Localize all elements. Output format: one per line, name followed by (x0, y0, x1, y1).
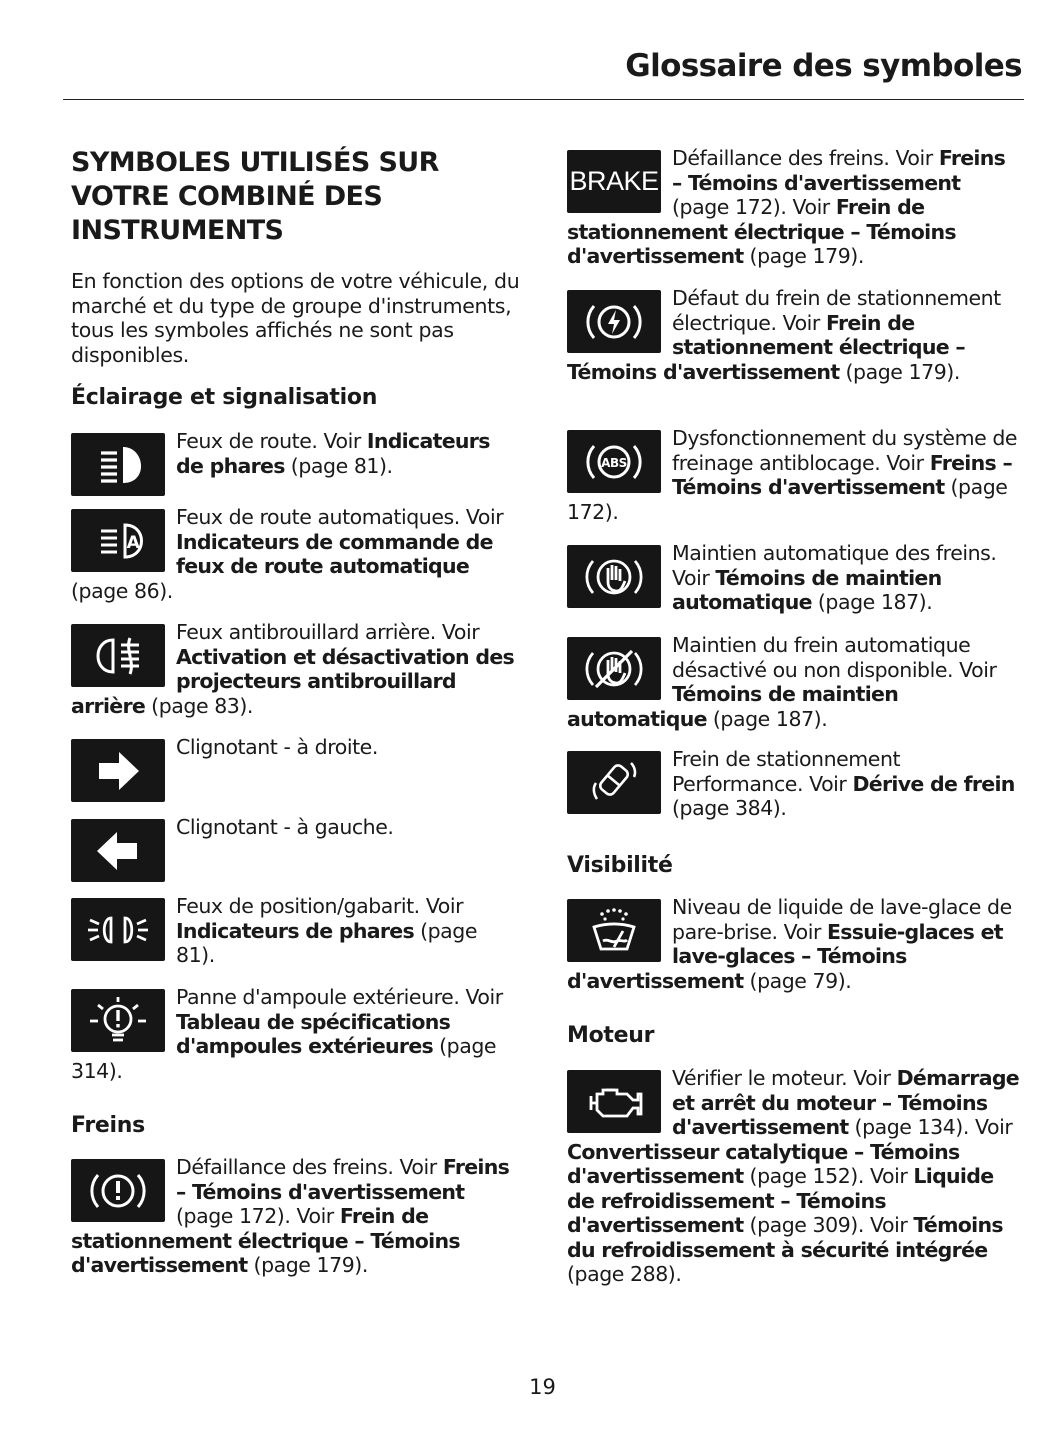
entry-page: (page 179). (839, 359, 960, 384)
symbol-entry (71, 505, 521, 603)
entry-text: Dysfonctionnement du système de freinage antiblocage. Voir (672, 426, 1018, 475)
symbol-entry (567, 541, 1019, 615)
entry-link[interactable]: Témoins de maintien automatique (672, 565, 942, 614)
subheading-visibility: Visibilité (567, 853, 673, 878)
entry-link[interactable]: Freins – Témoins d'avertissement (672, 450, 1013, 499)
brake-warning-icon (71, 1159, 165, 1222)
entry-page: (page 79). (743, 968, 852, 993)
entry-link[interactable]: Indicateurs de commande de feux de route automatique (176, 529, 493, 578)
entry-text: Clignotant - à gauche. (176, 815, 394, 839)
entry-link[interactable]: Essuie-glaces et lave-glaces – Témoins d'avertissement (567, 919, 1003, 993)
entry-text: Défaillance des freins. Voir (176, 1155, 443, 1179)
entry-text: Défaillance des freins. Voir (672, 146, 939, 170)
entry-text: Feux de position/gabarit. Voir (176, 894, 464, 918)
symbol-entry (567, 633, 1019, 731)
high-beam-icon (71, 433, 165, 496)
symbol-entry (71, 620, 521, 718)
abs-icon (567, 430, 661, 493)
entry-link[interactable]: Frein de stationnement électrique – Témoins d'avertissement (71, 1204, 460, 1277)
position-lamps-icon (71, 898, 165, 961)
entry-page: (page 83). (145, 693, 253, 718)
entry-text: Clignotant - à droite. (176, 735, 378, 759)
entry-text: Défaut du frein de stationnement électrique. Voir (672, 286, 1001, 335)
entry-page: (page 81). (284, 453, 393, 478)
brake-label: BRAKE (569, 166, 659, 197)
entry-link[interactable]: Témoins de maintien automatique (567, 682, 899, 731)
drift-brake-icon (567, 751, 661, 814)
entry-text: Maintien du frein automatique désactivé ou non disponible. Voir (672, 633, 997, 682)
entry-text: Voir (863, 1164, 914, 1188)
check-engine-icon (567, 1070, 661, 1133)
rear-fog-lamp-icon (71, 624, 165, 687)
auto-hold-icon (567, 545, 661, 608)
symbol-entry (567, 747, 1019, 821)
entry-page: (page 187). (811, 590, 933, 614)
entry-text: Panne d'ampoule extérieure. Voir (176, 985, 503, 1009)
entry-page: (page 179). (247, 1253, 368, 1277)
entry-text: Voir (968, 1115, 1013, 1139)
entry-page: (page 81). (176, 918, 478, 967)
entry-text: Voir (863, 1213, 914, 1237)
entry-page: (page 172). (672, 195, 787, 219)
entry-page: (page 134). (848, 1115, 969, 1139)
subheading-lighting: Éclairage et signalisation (71, 385, 378, 410)
entry-page: (page 172). (176, 1204, 291, 1228)
symbol-entry (71, 1155, 521, 1278)
symbol-entry (71, 894, 521, 968)
bulb-failure-icon (71, 989, 165, 1052)
entry-page: (page 309). (743, 1213, 864, 1237)
entry-text: Frein de stationnement Performance. Voir (672, 747, 901, 796)
symbol-entry (567, 146, 1019, 269)
symbol-entry (567, 426, 1019, 524)
section-heading: SYMBOLES UTILISÉS SUR VOTRE COMBINÉ DES INSTRUMENTS (71, 147, 439, 246)
title-divider (63, 99, 1024, 100)
entry-text: Feux de route. Voir (176, 429, 367, 453)
entry-link[interactable]: Indicateurs de phares (176, 429, 490, 478)
entry-link[interactable]: Dérive de frein (852, 771, 1015, 796)
entry-page: (page 179). (743, 244, 864, 268)
entry-text: Voir (290, 1204, 340, 1228)
entry-page: (page 288). (567, 1262, 682, 1286)
entry-text: Vérifier le moteur. Voir (672, 1066, 897, 1090)
entry-link[interactable]: Freins – Témoins d'avertissement (176, 1155, 510, 1204)
left-turn-signal-icon (71, 819, 165, 882)
entry-text: Maintien automatique des freins. Voir (672, 541, 997, 590)
symbol-entry (71, 429, 521, 498)
symbol-entry (71, 735, 521, 804)
washer-fluid-icon (567, 899, 661, 962)
symbol-entry (567, 1066, 1019, 1287)
page-number: 19 (529, 1375, 556, 1399)
entry-text: Niveau de liquide de lave-glace de pare-brise. Voir (672, 895, 1012, 944)
brake-text-icon (567, 150, 661, 213)
intro-paragraph: En fonction des options de votre véhicule, du marché et du type de groupe d'instruments, tous les symboles affichés ne sont pas disponibles. (71, 269, 520, 367)
entry-link[interactable]: Frein de stationnement électrique – Témoins d'avertissement (567, 310, 965, 384)
entry-link[interactable]: Témoins du refroidissement à sécurité intégrée (567, 1213, 1003, 1262)
svg-text:A: A (126, 532, 140, 553)
auto-hold-off-icon (567, 637, 661, 700)
electric-parking-brake-fault-icon (567, 290, 661, 353)
entry-page: (page 172). (567, 475, 1008, 524)
symbol-entry (567, 286, 1019, 384)
auto-high-beam-icon (71, 509, 165, 572)
right-turn-signal-icon (71, 739, 165, 802)
entry-link[interactable]: Convertisseur catalytique – Témoins d'avertissement (567, 1139, 960, 1188)
entry-link[interactable]: Tableau de spécifications d'ampoules extérieures (176, 1009, 451, 1058)
entry-page: (page 152). (743, 1164, 864, 1188)
entry-page: (page 314). (71, 1034, 497, 1083)
entry-link[interactable]: Liquide de refroidissement – Témoins d'avertissement (567, 1164, 994, 1237)
symbol-entry (71, 985, 521, 1083)
entry-text: Feux antibrouillard arrière. Voir (176, 620, 480, 644)
entry-link[interactable]: Frein de stationnement électrique – Témoins d'avertissement (567, 195, 956, 268)
entry-page: (page 187). (706, 706, 828, 731)
entry-link[interactable]: Démarrage et arrêt du moteur – Témoins d'avertissement (672, 1066, 1020, 1139)
entry-text: Voir (786, 195, 836, 219)
subheading-engine: Moteur (567, 1023, 655, 1048)
subheading-brakes: Freins (71, 1113, 145, 1138)
svg-text:ABS: ABS (601, 455, 627, 470)
entry-link[interactable]: Freins – Témoins d'avertissement (672, 146, 1006, 195)
entry-link[interactable]: Activation et désactivation des projecteurs antibrouillard arrière (71, 644, 515, 718)
entry-page: (page 384). (672, 796, 787, 820)
symbol-entry (567, 895, 1019, 993)
entry-text: Feux de route automatiques. Voir (176, 505, 504, 529)
page-title: Glossaire des symboles (625, 48, 1022, 84)
entry-page: (page 86). (71, 578, 173, 603)
entry-link[interactable]: Indicateurs de phares (176, 918, 414, 943)
symbol-entry (71, 815, 521, 884)
